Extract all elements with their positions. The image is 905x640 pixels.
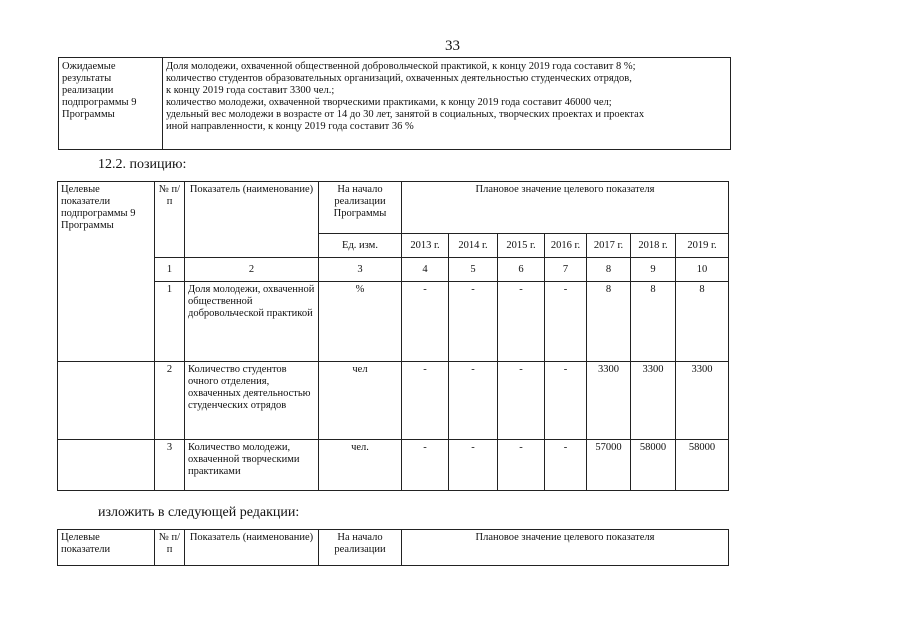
header-year: 2018 г.: [631, 234, 676, 258]
header-plan: Плановое значение целевого показателя: [402, 530, 729, 566]
expected-results-line: количество молодежи, охваченной творческими практиками, к концу 2019 года составит 46000 чел;: [166, 97, 612, 108]
header-start: На начало реализации Программы: [319, 182, 402, 234]
expected-results-line: количество студентов образовательных организаций, охваченных деятельностью студенческих отрядов,: [166, 73, 632, 84]
expected-results-label: Ожидаемые результаты реализации подпрограммы 9 Программы: [59, 58, 163, 150]
header-target-indicators: Целевые показатели подпрограммы 9 Программы: [58, 182, 155, 362]
target-indicators-table: [57, 181, 729, 491]
header-plan: Плановое значение целевого показателя: [402, 182, 729, 234]
expected-results-line: к концу 2019 года составит 3300 чел.;: [166, 85, 335, 96]
row-value: 57000: [587, 440, 631, 491]
row-value: -: [402, 282, 449, 362]
header-indicator: Показатель (наименование): [185, 182, 319, 258]
row-value: 8: [676, 282, 729, 362]
row-indicator: Доля молодежи, охваченной общественной добровольческой практикой: [185, 282, 319, 362]
header-year: 2015 г.: [498, 234, 545, 258]
column-number: 8: [587, 258, 631, 282]
row-num: 3: [155, 440, 185, 491]
header-year: 2016 г.: [545, 234, 587, 258]
header-num: № п/п: [155, 182, 185, 258]
header-target-indicators: Целевые показатели: [58, 530, 155, 566]
column-number: 2: [185, 258, 319, 282]
header-year: 2013 г.: [402, 234, 449, 258]
expected-results-text: [163, 58, 731, 150]
header-num: № п/п: [155, 530, 185, 566]
header-year: 2014 г.: [449, 234, 498, 258]
row-value: 3300: [587, 362, 631, 440]
expected-results-table: [58, 57, 731, 150]
row-value: -: [402, 362, 449, 440]
row-value: -: [498, 440, 545, 491]
row-value: 58000: [676, 440, 729, 491]
column-number: 5: [449, 258, 498, 282]
row-value: -: [498, 362, 545, 440]
row-value: -: [402, 440, 449, 491]
row-value: 8: [587, 282, 631, 362]
new-edition-table: [57, 529, 729, 566]
row-value: -: [449, 282, 498, 362]
expected-results-line: иной направленности, к концу 2019 года составит 36 %: [166, 121, 414, 132]
row-unit: %: [319, 282, 402, 362]
header-start: На начало реализации: [319, 530, 402, 566]
header-indicator: Показатель (наименование): [185, 530, 319, 566]
row-indicator: Количество студентов очного отделения, охваченных деятельностью студенческих отрядов: [185, 362, 319, 440]
header-year: 2019 г.: [676, 234, 729, 258]
row-value: -: [449, 440, 498, 491]
row-value: -: [449, 362, 498, 440]
column-number: 4: [402, 258, 449, 282]
row-value: 8: [631, 282, 676, 362]
table-row: [58, 362, 729, 440]
section-heading: 12.2. позицию:: [98, 157, 187, 172]
table-row: [58, 282, 729, 362]
row-value: -: [545, 282, 587, 362]
page-number: 33: [445, 38, 460, 54]
column-number: 6: [498, 258, 545, 282]
table-row: [58, 440, 729, 491]
column-number: 1: [155, 258, 185, 282]
row-num: 1: [155, 282, 185, 362]
column-number: 7: [545, 258, 587, 282]
row-value: -: [545, 362, 587, 440]
header-unit: Ед. изм.: [319, 234, 402, 258]
section-heading: изложить в следующей редакции:: [98, 505, 300, 520]
header-year: 2017 г.: [587, 234, 631, 258]
row-indicator: Количество молодежи, охваченной творческими практиками: [185, 440, 319, 491]
row-value: -: [545, 440, 587, 491]
column-number: 9: [631, 258, 676, 282]
row-unit: чел.: [319, 440, 402, 491]
expected-results-line: удельный вес молодежи в возрасте от 14 до 30 лет, занятой в социальных, творческих проектах и проектах: [166, 109, 645, 120]
row-value: 58000: [631, 440, 676, 491]
column-number: 10: [676, 258, 729, 282]
row-value: 3300: [631, 362, 676, 440]
row-unit: чел: [319, 362, 402, 440]
column-number: 3: [319, 258, 402, 282]
expected-results-line: Доля молодежи, охваченной общественной добровольческой практикой, к концу 2019 года составит 8 %;: [166, 61, 636, 72]
row-value: 3300: [676, 362, 729, 440]
row-value: -: [498, 282, 545, 362]
row-num: 2: [155, 362, 185, 440]
